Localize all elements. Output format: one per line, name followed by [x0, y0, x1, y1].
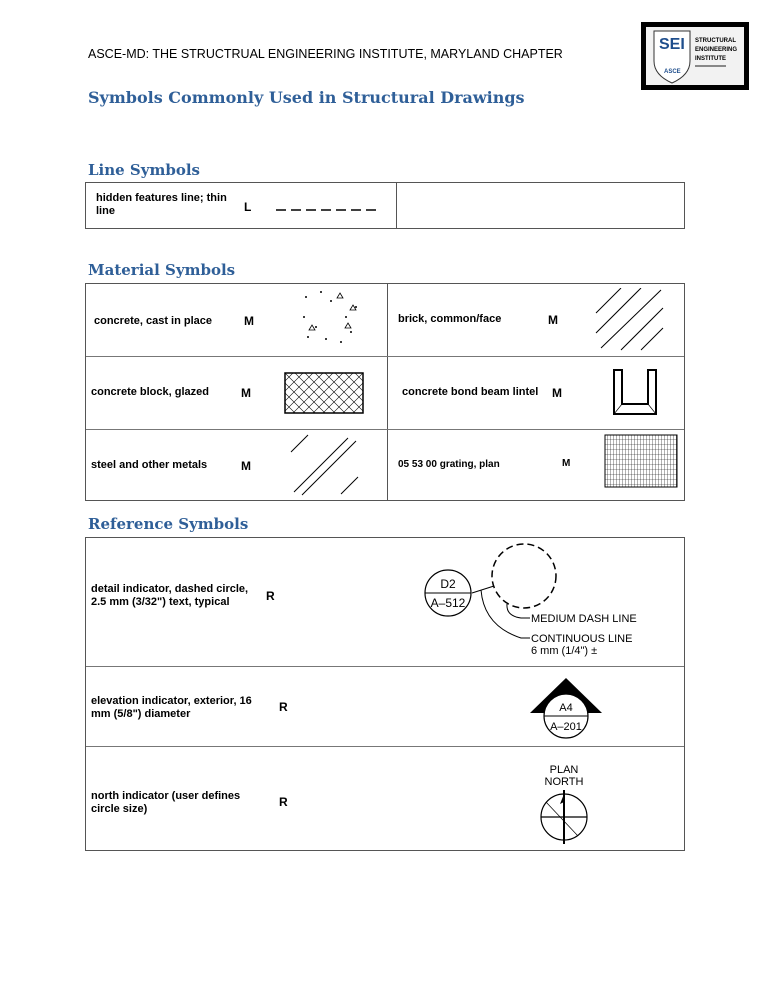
- row-label: 05 53 00 grating, plan: [398, 459, 500, 470]
- row-label: detail indicator, dashed circle, 2.5 mm (3/32") text, typical: [91, 583, 249, 608]
- row-code: L: [244, 200, 252, 214]
- row-code: M: [244, 314, 254, 328]
- svg-text:SEI: SEI: [659, 36, 685, 53]
- svg-text:A–201: A–201: [550, 721, 582, 733]
- row-code: M: [241, 459, 251, 473]
- sei-logo: [641, 22, 749, 90]
- row-code: R: [266, 589, 275, 603]
- brick-pattern: [591, 288, 666, 352]
- line-symbols-table: [85, 182, 685, 229]
- detail-indicator-figure: [406, 538, 646, 666]
- row-code: R: [279, 700, 288, 714]
- row-code: M: [241, 386, 251, 400]
- lintel-pattern: [612, 368, 662, 418]
- reference-symbols-table: [85, 537, 685, 851]
- hidden-line-symbol: [276, 207, 381, 213]
- svg-text:PLAN: PLAN: [549, 764, 579, 776]
- svg-text:CONTINUOUS LINE: CONTINUOUS LINE: [531, 633, 633, 645]
- svg-text:A4: A4: [559, 702, 573, 714]
- steel-pattern: [286, 432, 366, 498]
- row-label: concrete bond beam lintel: [402, 386, 539, 398]
- svg-text:MEDIUM DASH LINE: MEDIUM DASH LINE: [531, 613, 637, 625]
- row-code: R: [279, 795, 288, 809]
- elevation-indicator-figure: [526, 676, 606, 742]
- row-label: hidden features line; thin line: [96, 192, 227, 217]
- reference-symbols-heading: Reference Symbols: [88, 515, 249, 533]
- svg-text:STRUCTURAL: STRUCTURAL: [695, 38, 736, 44]
- header-text: ASCE-MD: THE STRUCTRUAL ENGINEERING INSTITUTE, MARYLAND CHAPTER: [88, 47, 563, 61]
- north-indicator-figure: [534, 760, 594, 850]
- svg-text:ASCE: ASCE: [664, 69, 681, 75]
- row-code: M: [552, 386, 562, 400]
- material-symbols-heading: Material Symbols: [88, 261, 236, 279]
- svg-text:INSTITUTE: INSTITUTE: [695, 56, 726, 62]
- row-code: M: [562, 458, 571, 469]
- svg-text:NORTH: NORTH: [544, 776, 584, 788]
- row-label: concrete, cast in place: [94, 315, 212, 327]
- svg-text:6 mm (1/4") ±: 6 mm (1/4") ±: [531, 645, 598, 657]
- svg-text:D2: D2: [440, 577, 456, 591]
- row-label: concrete block, glazed: [91, 386, 209, 398]
- row-label: north indicator (user defines circle size): [91, 790, 241, 815]
- row-code: M: [548, 313, 558, 327]
- svg-text:A–512: A–512: [430, 596, 466, 610]
- row-label: brick, common/face: [398, 313, 502, 325]
- concrete-pattern: [296, 287, 366, 349]
- row-label: elevation indicator, exterior, 16 mm (5/8") diameter: [91, 695, 252, 720]
- svg-text:ENGINEERING: ENGINEERING: [695, 47, 738, 53]
- row-label: steel and other metals: [91, 459, 208, 471]
- block-pattern: [284, 372, 364, 414]
- material-symbols-table: [85, 283, 685, 501]
- grating-pattern: [604, 434, 678, 488]
- page-title: Symbols Commonly Used in Structural Drawings: [88, 88, 525, 107]
- line-symbols-heading: Line Symbols: [88, 161, 200, 179]
